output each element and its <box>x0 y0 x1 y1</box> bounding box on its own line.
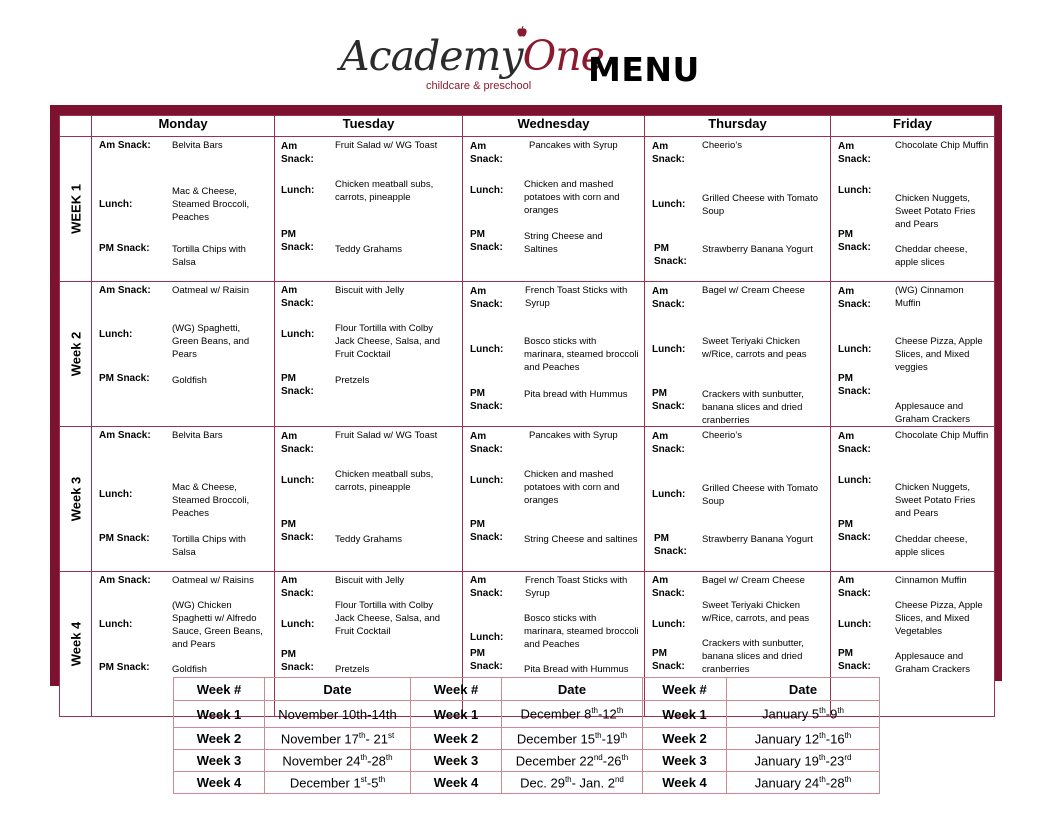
lunch-label: Lunch: <box>652 344 686 355</box>
day-header-thursday: Thursday <box>645 116 831 137</box>
pm-snack-item: Goldfish <box>172 375 207 386</box>
day-header-friday: Friday <box>831 116 995 137</box>
day-header-row <box>60 116 995 137</box>
lunch-item: Grilled Cheese with Tomato Soup <box>702 483 818 507</box>
lunch-label: Lunch: <box>838 475 872 486</box>
lunch-item: Chicken Nuggets, Sweet Potato Fries and Pears <box>895 193 976 230</box>
date-range: January 19th-23rd <box>727 750 880 772</box>
day-header-tuesday: Tuesday <box>275 116 463 137</box>
pm-snack-item: Tortilla Chips with Salsa <box>172 534 246 558</box>
lunch-label: Lunch: <box>281 475 315 486</box>
date-row <box>174 772 880 794</box>
menu-cell-tuesday <box>275 282 463 427</box>
lunch-label: Lunch: <box>99 199 133 210</box>
week-number: Week 1 <box>643 701 727 728</box>
am-snack-label: Am Snack: <box>838 141 871 165</box>
lunch-item: Sweet Teriyaki Chicken w/Rice, carrots and peas <box>702 336 807 360</box>
am-snack-item: Fruit Salad w/ WG Toast <box>335 140 438 151</box>
date-header: Date <box>265 678 411 701</box>
lunch-label: Lunch: <box>281 329 315 340</box>
am-snack-label: Am Snack: <box>281 285 314 309</box>
date-header: Date <box>502 678 643 701</box>
lunch-label: Lunch: <box>99 489 133 500</box>
am-snack-item: Pancakes with Syrup <box>529 140 618 151</box>
lunch-label: Lunch: <box>838 185 872 196</box>
pm-snack-label: PM Snack: <box>470 229 503 253</box>
logo-tagline: childcare & preschool <box>426 80 532 92</box>
am-snack-item: Fruit Salad w/ WG Toast <box>335 430 438 441</box>
am-snack-label: Am Snack: <box>99 140 151 151</box>
pm-snack-item: Tortilla Chips with Salsa <box>172 244 246 268</box>
pm-snack-item: Teddy Grahams <box>335 534 403 545</box>
lunch-label: Lunch: <box>470 632 504 643</box>
lunch-label: Lunch: <box>652 489 686 500</box>
menu-cell-thursday <box>645 137 831 282</box>
lunch-item: Mac & Cheese, Steamed Broccoli, Peaches <box>172 482 250 519</box>
pm-snack-item: String Cheese and saltines <box>524 534 638 545</box>
academy-one-logo <box>338 28 604 98</box>
logo-wordmark: AcademyOne <box>340 32 604 80</box>
am-snack-label: Am Snack: <box>99 430 151 441</box>
am-snack-label: Am Snack: <box>652 141 685 165</box>
week-number-header: Week # <box>411 678 502 701</box>
pm-snack-label: PM Snack: <box>838 648 871 672</box>
am-snack-item: (WG) Cinnamon Muffin <box>895 285 964 309</box>
am-snack-label: Am Snack: <box>470 575 503 599</box>
week-number: Week 3 <box>643 750 727 772</box>
week-label: WEEK 1 <box>60 137 92 282</box>
week-label: Week 3 <box>60 427 92 572</box>
week-label: Week 2 <box>60 282 92 427</box>
pm-snack-item: Pretzels <box>335 664 370 675</box>
week-number: Week 2 <box>174 728 265 750</box>
am-snack-item: Belvita Bars <box>172 430 223 441</box>
lunch-item: Bosco sticks with marinara, steamed broccoli and Peaches <box>524 336 639 373</box>
lunch-label: Lunch: <box>470 344 504 355</box>
am-snack-item: Cheerio’s <box>702 430 742 441</box>
am-snack-label: Am Snack: <box>838 286 871 310</box>
pm-snack-item: Crackers with sunbutter, banana slices and dried cranberries <box>702 389 804 426</box>
menu-cell-friday <box>831 427 995 572</box>
menu-cell-thursday <box>645 427 831 572</box>
am-snack-label: Am Snack: <box>281 575 314 599</box>
week-number: Week 4 <box>643 772 727 794</box>
date-range: November 24th-28th <box>265 750 411 772</box>
lunch-label: Lunch: <box>838 344 872 355</box>
pm-snack-item: Pretzels <box>335 375 370 386</box>
pm-snack-item: Goldfish <box>172 664 207 675</box>
pm-snack-label: PM Snack: <box>281 649 314 673</box>
am-snack-item: Biscuit with Jelly <box>335 575 405 586</box>
week-number: Week 4 <box>174 772 265 794</box>
week-row <box>60 137 995 282</box>
lunch-label: Lunch: <box>652 619 686 630</box>
pm-snack-item: Cheddar cheese, apple slices <box>895 244 968 268</box>
lunch-label: Lunch: <box>652 199 686 210</box>
menu-cell-wednesday <box>463 282 645 427</box>
am-snack-label: Am Snack: <box>652 431 685 455</box>
menu-cell-thursday <box>645 282 831 427</box>
date-range: November 10th-14th <box>265 701 411 728</box>
pm-snack-label: PM Snack: <box>470 519 503 543</box>
am-snack-item: Bagel w/ Cream Cheese <box>702 285 805 296</box>
week-number: Week 4 <box>411 772 502 794</box>
pm-snack-label: PM Snack: <box>99 662 150 673</box>
day-header-wednesday: Wednesday <box>463 116 645 137</box>
week-number-header: Week # <box>174 678 265 701</box>
lunch-label: Lunch: <box>470 185 504 196</box>
am-snack-item: French Toast Sticks with Syrup <box>525 575 628 599</box>
date-header-row <box>174 678 880 701</box>
date-range: December 22nd-26th <box>502 750 643 772</box>
week-number-header: Week # <box>643 678 727 701</box>
lunch-item: Flour Tortilla with Colby Jack Cheese, Salsa, and Fruit Cocktail <box>335 323 441 360</box>
am-snack-label: Am Snack: <box>281 431 314 455</box>
date-range: January 5th-9th <box>727 701 880 728</box>
lunch-item: Cheese Pizza, Apple Slices, and Mixed veggies <box>895 336 983 373</box>
weekly-menu-table <box>59 115 995 717</box>
menu-cell-monday <box>92 427 275 572</box>
lunch-item: Chicken Nuggets, Sweet Potato Fries and Pears <box>895 482 976 519</box>
lunch-item: Bosco sticks with marinara, steamed broccoli and Peaches <box>524 613 639 650</box>
menu-cell-tuesday <box>275 427 463 572</box>
pm-snack-item: Applesauce and Graham Crackers <box>895 651 970 675</box>
pm-snack-item: Pita Bread with Hummus <box>524 664 629 675</box>
date-range: December 1st-5th <box>265 772 411 794</box>
week-number: Week 2 <box>643 728 727 750</box>
am-snack-label: Am Snack: <box>470 431 503 455</box>
pm-snack-label: PM Snack: <box>652 648 685 672</box>
am-snack-item: Chocolate Chip Muffin <box>895 430 989 441</box>
am-snack-label: Am Snack: <box>652 286 685 310</box>
pm-snack-label: PM Snack: <box>99 243 150 254</box>
week-number: Week 1 <box>174 701 265 728</box>
am-snack-item: Biscuit with Jelly <box>335 285 405 296</box>
pm-snack-label: PM Snack: <box>654 243 687 267</box>
date-row <box>174 701 880 728</box>
menu-cell-monday <box>92 282 275 427</box>
menu-cell-wednesday <box>463 427 645 572</box>
am-snack-item: Pancakes with Syrup <box>529 430 618 441</box>
am-snack-item: Chocolate Chip Muffin <box>895 140 989 151</box>
lunch-item: Flour Tortilla with Colby Jack Cheese, Salsa, and Fruit Cocktail <box>335 600 441 637</box>
pm-snack-label: PM Snack: <box>654 533 687 557</box>
am-snack-item: Cinnamon Muffin <box>895 575 967 586</box>
lunch-label: Lunch: <box>838 619 872 630</box>
week-number: Week 3 <box>174 750 265 772</box>
pm-snack-item: Applesauce and Graham Crackers <box>895 401 970 425</box>
menu-cell-tuesday <box>275 137 463 282</box>
lunch-item: Cheese Pizza, Apple Slices, and Mixed Vegetables <box>895 600 983 637</box>
pm-snack-item: Strawberry Banana Yogurt <box>702 534 813 545</box>
lunch-item: (WG) Spaghetti, Green Beans, and Pears <box>172 323 250 360</box>
pm-snack-label: PM Snack: <box>838 229 871 253</box>
menu-cell-monday <box>92 137 275 282</box>
week-label: Week 4 <box>60 572 92 717</box>
date-range: January 24th-28th <box>727 772 880 794</box>
pm-snack-label: PM Snack: <box>281 229 314 253</box>
pm-snack-item: Teddy Grahams <box>335 244 403 255</box>
pm-snack-label: PM Snack: <box>838 373 871 397</box>
pm-snack-label: PM Snack: <box>838 519 871 543</box>
pm-snack-item: String Cheese and Saltines <box>524 231 603 255</box>
date-range: December 8th-12th <box>502 701 643 728</box>
menu-cell-wednesday <box>463 137 645 282</box>
lunch-item: Chicken meatball subs, carrots, pineapple <box>335 179 434 203</box>
date-row <box>174 750 880 772</box>
am-snack-label: Am Snack: <box>281 141 314 165</box>
am-snack-label: Am Snack: <box>99 285 151 296</box>
lunch-item: Chicken meatball subs, carrots, pineapple <box>335 469 434 493</box>
corner-cell <box>60 116 92 137</box>
am-snack-item: Oatmeal w/ Raisins <box>172 575 254 586</box>
pm-snack-label: PM Snack: <box>470 648 503 672</box>
date-range: January 12th-16th <box>727 728 880 750</box>
page-title: MENU <box>588 50 700 89</box>
lunch-label: Lunch: <box>281 619 315 630</box>
lunch-label: Lunch: <box>470 475 504 486</box>
pm-snack-label: PM Snack: <box>99 373 150 384</box>
date-range: December 15th-19th <box>502 728 643 750</box>
week-number: Week 2 <box>411 728 502 750</box>
pm-snack-item: Strawberry Banana Yogurt <box>702 244 813 255</box>
pm-snack-label: PM Snack: <box>652 388 685 412</box>
week-row <box>60 427 995 572</box>
pm-snack-label: PM Snack: <box>281 519 314 543</box>
lunch-label: Lunch: <box>99 619 133 630</box>
am-snack-label: Am Snack: <box>99 575 151 586</box>
pm-snack-label: PM Snack: <box>99 533 150 544</box>
am-snack-label: Am Snack: <box>838 431 871 455</box>
week-number: Week 3 <box>411 750 502 772</box>
pm-snack-label: PM Snack: <box>470 388 503 412</box>
lunch-item: Grilled Cheese with Tomato Soup <box>702 193 818 217</box>
lunch-label: Lunch: <box>99 329 133 340</box>
menu-cell-friday <box>831 137 995 282</box>
am-snack-item: Oatmeal w/ Raisin <box>172 285 250 296</box>
week-number: Week 1 <box>411 701 502 728</box>
am-snack-item: Belvita Bars <box>172 140 223 151</box>
lunch-item: Chicken and mashed potatoes with corn and oranges <box>524 469 620 506</box>
lunch-item: (WG) Chicken Spaghetti w/ Alfredo Sauce, Green Beans, and Pears <box>172 600 263 650</box>
lunch-item: Chicken and mashed potatoes with corn and oranges <box>524 179 620 216</box>
pm-snack-item: Cheddar cheese, apple slices <box>895 534 968 558</box>
week-date-table <box>173 677 880 794</box>
date-range: November 17th- 21st <box>265 728 411 750</box>
am-snack-item: Cheerio’s <box>702 140 742 151</box>
menu-cell-friday <box>831 282 995 427</box>
am-snack-label: Am Snack: <box>838 575 871 599</box>
pm-snack-item: Pita bread with Hummus <box>524 389 628 400</box>
date-range: Dec. 29th- Jan. 2nd <box>502 772 643 794</box>
date-row <box>174 728 880 750</box>
am-snack-label: Am Snack: <box>470 286 503 310</box>
lunch-label: Lunch: <box>281 185 315 196</box>
pm-snack-label: PM Snack: <box>281 373 314 397</box>
week-row <box>60 282 995 427</box>
lunch-item: Sweet Teriyaki Chicken w/Rice, carrots, and peas <box>702 600 810 624</box>
am-snack-label: Am Snack: <box>470 141 503 165</box>
am-snack-item: French Toast Sticks with Syrup <box>525 285 628 309</box>
pm-snack-item: Crackers with sunbutter, banana slices and dried cranberries <box>702 638 804 675</box>
am-snack-item: Bagel w/ Cream Cheese <box>702 575 805 586</box>
date-header: Date <box>727 678 880 701</box>
am-snack-label: Am Snack: <box>652 575 685 599</box>
lunch-item: Mac & Cheese, Steamed Broccoli, Peaches <box>172 186 250 223</box>
day-header-monday: Monday <box>92 116 275 137</box>
